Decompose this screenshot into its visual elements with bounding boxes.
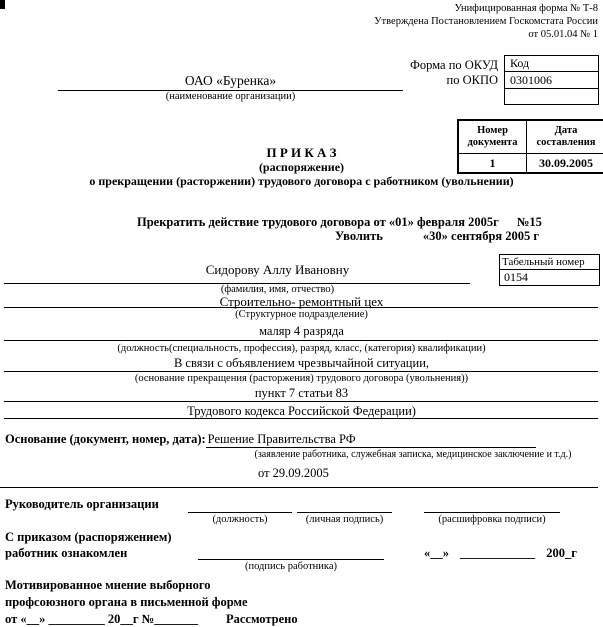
union-opinion-line1: Мотивированное мнение выборного [5,578,211,592]
union-opinion-line2: профсоюзного органа в письменной форме [5,595,248,609]
basis-value: Решение Правительства РФ [206,432,536,448]
doc-number-value: 1 [458,154,527,174]
basis-hint: (заявление работника, служебная записка, медицинское заключение и т.д.) [254,449,572,460]
dismiss-date: «30» сентября 2005 г [422,229,540,243]
order-title: П Р И К А З [266,145,337,160]
ruled-line [0,487,598,488]
personal-sign-hint: (личная подпись) [305,514,384,525]
head-of-organization-label: Руководитель организации [5,497,159,511]
okud-okpo-labels [375,58,498,88]
position-sign-hint: (должность) [212,514,268,525]
termination-reason: В связи с объявлением чрезвычайной ситуации, [173,356,430,370]
acquainted-line1: С приказом (распоряжением) [5,530,172,544]
dismiss-line [335,229,539,244]
terminate-text: Прекратить действие трудового договора от «01» февраля 2005г [137,215,499,229]
dismiss-label: Уволить [335,229,383,243]
department-hint: (Структурное подразделение) [235,309,368,320]
employee-sign-hint: (подпись работника) [244,561,337,572]
basis-date: от 29.09.2005 [258,466,329,480]
ruled-line [4,307,598,308]
union-opinion-date-blank: от «__» _________ 20__г №_______ [5,612,198,626]
position-value: маляр 4 разряда [259,324,344,338]
doc-date-header: Дата составления [527,120,603,154]
decrypt-sign-hint: (расшифровка подписи) [438,514,546,525]
doc-number-header: Номер документа [458,120,527,154]
reason-code: Трудового кодекса Российской Федерации) [187,404,416,418]
title-block [0,146,603,188]
scan-artifact-mark [0,0,5,9]
okpo-label: по ОКПО [446,73,498,87]
code-box-title: Код [505,56,598,72]
ruled-line [4,371,598,372]
ruled-line [4,418,598,419]
form-approval-notes [240,2,598,41]
union-opinion-date-row [5,612,298,627]
employee-name: Сидорову Аллу Ивановну [205,262,350,277]
position-hint: (должность(специальность, профессия), разряд, класс, (категория) квалификации) [117,343,486,354]
signature-blank [188,512,292,513]
order-subtitle: (распоряжение) [258,160,345,174]
okud-label: Форма по ОКУД [410,58,498,72]
unified-form-note: Унифицированная форма № Т-8 [454,3,598,14]
employee-name-hint: (фамилия, имя, отчество) [220,284,335,295]
approved-by-note: Утверждена Постановлением Госкомстата России [374,16,598,27]
termination-reason-hint: (основание прекращения (расторжения) трудового договора (увольнения)) [134,373,469,384]
organization-block [58,73,403,102]
order-subject: о прекращении (расторжении) трудового договора с работником (увольнении) [89,174,514,188]
organization-name: ОАО «Буренка» [58,73,403,91]
okpo-code-value [505,89,598,104]
acquainted-line2: работник ознакомлен [5,546,128,560]
okud-code-value: 0301006 [505,72,598,89]
code-box [504,55,599,105]
signature-blank [198,559,384,560]
signature-blank [424,512,560,513]
basis-label: Основание (документ, номер, дата): [5,432,206,446]
terminate-number: №15 [516,215,542,229]
union-opinion-status: Рассмотрено [225,612,298,626]
reason-article: пункт 7 статьи 83 [254,386,349,400]
terminate-line [137,215,542,230]
approval-date-note: от 05.01.04 № 1 [528,29,598,40]
ruled-line [4,340,598,341]
personnel-number-label: Табельный номер [500,255,599,270]
doc-date-value: 30.09.2005 [527,154,603,174]
organization-name-hint: (наименование организации) [165,91,296,102]
personnel-number-value: 0154 [504,270,528,284]
department-value: Строительно- ремонтный цех [219,294,384,309]
acquainted-date-blank: «__» ____________ 200_г [424,546,577,560]
basis-row [5,432,536,448]
ruled-line [4,401,598,402]
signature-blank [297,512,392,513]
